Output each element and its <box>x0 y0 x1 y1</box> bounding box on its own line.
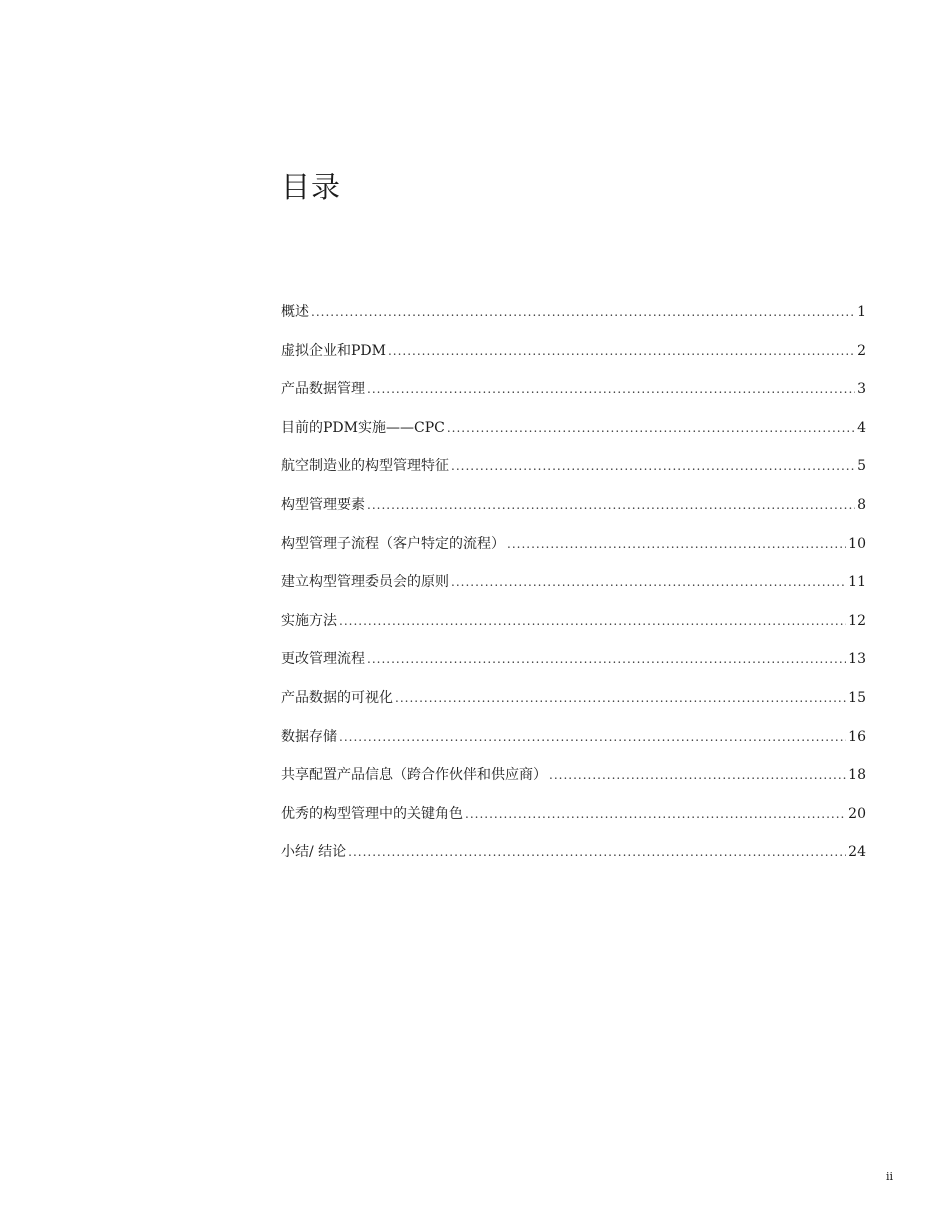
toc-entry[interactable] <box>281 301 866 340</box>
toc-entry[interactable] <box>281 494 866 533</box>
toc-entry-label: 建立构型管理委员会的原则 <box>281 574 449 591</box>
toc-entry[interactable] <box>281 417 866 456</box>
toc-dot-leader <box>395 687 846 709</box>
toc-entry-page: 16 <box>848 728 866 745</box>
toc-entry-page: 10 <box>848 535 866 552</box>
toc-entry[interactable] <box>281 648 866 687</box>
toc-entry-page: 24 <box>848 844 866 861</box>
toc-entry-page: 8 <box>857 496 866 513</box>
toc-entry-page: 13 <box>848 651 866 668</box>
toc-entry[interactable] <box>281 803 866 842</box>
toc-entry-label: 虚拟企业和PDM <box>281 342 386 359</box>
toc-entry-page: 11 <box>848 574 866 591</box>
toc-entry-label: 构型管理子流程（客户特定的流程） <box>281 535 505 552</box>
toc-title: 目录 <box>281 170 342 204</box>
toc-entry[interactable] <box>281 764 866 803</box>
toc-dot-leader <box>451 455 855 477</box>
toc-entry[interactable] <box>281 533 866 572</box>
toc-dot-leader <box>507 533 846 555</box>
toc-entry-label: 产品数据的可视化 <box>281 689 393 706</box>
toc-entry-page: 20 <box>848 805 866 822</box>
toc-dot-leader <box>339 610 846 632</box>
toc-entry-page: 2 <box>857 342 866 359</box>
toc-entry-page: 3 <box>857 381 866 398</box>
toc-dot-leader <box>367 378 855 400</box>
toc-dot-leader <box>367 648 846 670</box>
toc-entry-page: 1 <box>857 304 866 320</box>
toc-entry-label: 航空制造业的构型管理特征 <box>281 458 449 475</box>
toc-entry[interactable] <box>281 571 866 610</box>
toc-entry-label: 更改管理流程 <box>281 651 365 668</box>
toc-dot-leader <box>367 494 855 516</box>
toc-entry-label: 概述 <box>281 304 309 320</box>
footer-page-number: ii <box>885 1170 893 1183</box>
toc-entry-label: 数据存储 <box>281 728 337 745</box>
toc-entry-page: 4 <box>857 419 866 436</box>
toc-entry-label: 实施方法 <box>281 612 337 629</box>
toc-entry-page: 15 <box>848 689 866 706</box>
toc-dot-leader <box>451 571 846 593</box>
toc-dot-leader <box>465 803 846 825</box>
toc-entry[interactable] <box>281 610 866 649</box>
toc-entry-label: 优秀的构型管理中的关键角色 <box>281 805 463 822</box>
toc-dot-leader <box>348 841 846 863</box>
toc-dot-leader <box>447 417 855 439</box>
toc-dot-leader <box>388 340 855 362</box>
toc-entry-label: 目前的PDM实施——CPC <box>281 419 445 436</box>
toc-entry-page: 12 <box>848 612 866 629</box>
toc-dot-leader <box>339 726 846 748</box>
toc-entry-label: 共享配置产品信息（跨合作伙伴和供应商） <box>281 767 547 784</box>
toc-entry-page: 5 <box>857 458 866 475</box>
toc-dot-leader <box>311 301 855 323</box>
toc-entry[interactable] <box>281 841 866 880</box>
toc-entry[interactable] <box>281 378 866 417</box>
toc-entry[interactable] <box>281 687 866 726</box>
toc-entry[interactable] <box>281 340 866 379</box>
toc-dot-leader <box>549 764 846 786</box>
toc-entry-label: 构型管理要素 <box>281 496 365 513</box>
toc-list <box>281 301 866 880</box>
toc-entry-page: 18 <box>848 767 866 784</box>
toc-entry[interactable] <box>281 726 866 765</box>
toc-entry-label: 小结/ 结论 <box>281 844 347 861</box>
toc-entry-label: 产品数据管理 <box>281 381 365 398</box>
toc-entry[interactable] <box>281 455 866 494</box>
